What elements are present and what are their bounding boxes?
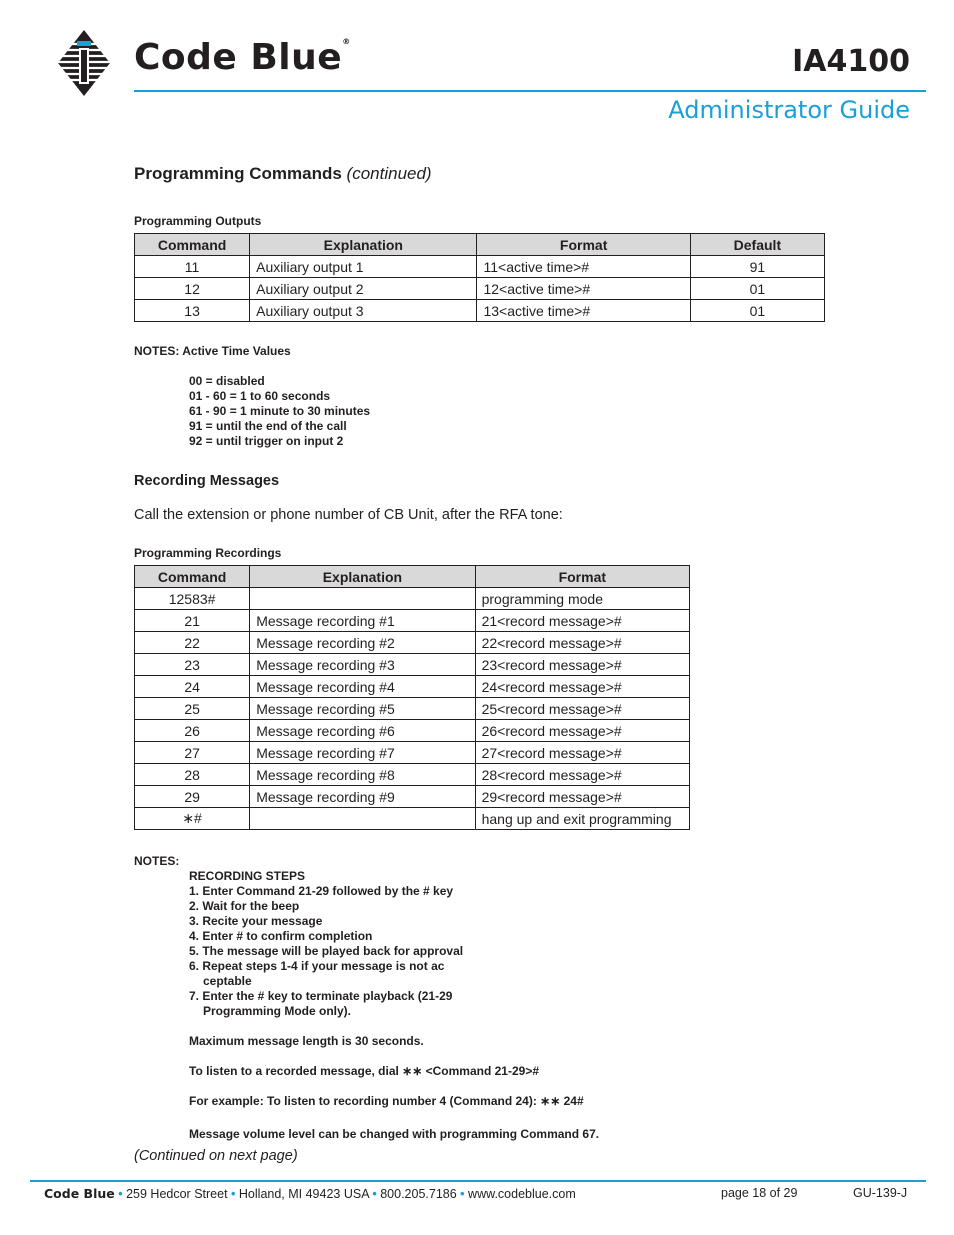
table-cell: 12<active time># [477,278,690,300]
recording-notes-title: NOTES: [134,854,180,868]
table-row [135,588,690,610]
table-cell: 26 [135,720,250,742]
footer-city: Holland, MI 49423 USA [238,1187,369,1201]
table-cell: 25 [135,698,250,720]
brand-name: Code Blue® [134,37,351,78]
recordings-table [134,565,690,830]
active-time-line: 01 - 60 = 1 to 60 seconds [189,389,331,403]
table-cell: 29<record message># [475,786,689,808]
table-row [135,764,690,786]
footer-website: www.codeblue.com [468,1187,576,1201]
table-cell: 26<record message># [475,720,689,742]
guide-title: Administrator Guide [668,96,910,124]
code-blue-logo-icon [56,28,136,98]
table-cell: 12583# [135,588,250,610]
section-title: Programming Commands (continued) [134,164,432,183]
table-cell: programming mode [475,588,689,610]
table-cell [250,588,475,610]
recording-notes [189,869,599,1142]
table-cell: 22<record message># [475,632,689,654]
table-cell: 24 [135,676,250,698]
active-time-line: 00 = disabled [189,374,265,388]
max-length-note: Maximum message length is 30 seconds. [189,1034,424,1048]
footer-phone: 800.205.7186 [380,1187,457,1201]
page-number: page 18 of 29 [721,1186,798,1200]
table-row [135,278,825,300]
table-row [135,632,690,654]
column-header: Default [690,234,824,256]
footer-contact: Code Blue • 259 Hedcor Street • Holland, MI 49423 USA • 800.205.7186 • www.codeblue.com [44,1186,576,1201]
product-title: IA4100 [792,44,910,79]
table-row [135,786,690,808]
table-cell: 11 [135,256,250,278]
table-cell: 21 [135,610,250,632]
recordings-header-row [135,566,690,588]
table-cell: 27 [135,742,250,764]
outputs-table [134,233,825,322]
recording-step: ceptable [203,974,252,988]
column-header: Command [135,234,250,256]
table-row [135,698,690,720]
table-cell: 13<active time># [477,300,690,322]
table-cell: Message recording #5 [250,698,475,720]
table-cell: 24<record message># [475,676,689,698]
outputs-caption: Programming Outputs [134,214,262,228]
recording-step: 6. Repeat steps 1-4 if your message is not ac [189,959,445,973]
table-cell: ∗# [135,808,250,830]
table-cell: 23<record message># [475,654,689,676]
table-cell: hang up and exit programming [475,808,689,830]
continued-note: (Continued on next page) [134,1148,298,1164]
footer-divider [30,1180,926,1182]
recording-step: 1. Enter Command 21-29 followed by the # key [189,884,454,898]
table-cell [250,808,475,830]
table-cell: 29 [135,786,250,808]
volume-note: Message volume level can be changed with programming Command 67. [189,1127,600,1141]
table-row [135,654,690,676]
recording-step: Programming Mode only). [203,1004,352,1018]
table-row [135,256,825,278]
listen-note: To listen to a recorded message, dial ∗∗ <Command 21-29># [189,1064,540,1078]
active-time-line: 61 - 90 = 1 minute to 30 minutes [189,404,371,418]
recordings-caption: Programming Recordings [134,546,282,560]
active-time-line: 91 = until the end of the call [189,419,347,433]
recording-steps [189,884,599,1019]
footer-address: 259 Hedcor Street [126,1187,228,1201]
table-cell: 13 [135,300,250,322]
table-cell: 11<active time># [477,256,690,278]
example-note: For example: To listen to recording number 4 (Command 24): ∗∗ 24# [189,1094,584,1108]
table-cell: Message recording #8 [250,764,475,786]
recording-heading: Recording Messages [134,473,280,489]
table-cell: Auxiliary output 2 [250,278,477,300]
table-cell: Message recording #7 [250,742,475,764]
active-time-line: 92 = until trigger on input 2 [189,434,344,448]
table-cell: 01 [690,300,824,322]
table-cell: 28 [135,764,250,786]
active-time-values [189,374,370,449]
table-row [135,300,825,322]
table-row [135,808,690,830]
table-cell: Auxiliary output 3 [250,300,477,322]
recording-step: 2. Wait for the beep [189,899,300,913]
table-cell: Message recording #3 [250,654,475,676]
table-cell: Message recording #6 [250,720,475,742]
table-cell: 12 [135,278,250,300]
table-cell: Message recording #4 [250,676,475,698]
column-header: Format [475,566,689,588]
table-row [135,676,690,698]
steps-title: RECORDING STEPS [189,869,306,883]
column-header: Explanation [250,234,477,256]
footer-brand: Code Blue [44,1186,115,1201]
table-cell: 23 [135,654,250,676]
table-row [135,742,690,764]
table-cell: 22 [135,632,250,654]
table-cell: 01 [690,278,824,300]
header-divider [134,90,926,92]
recording-intro: Call the extension or phone number of CB Unit, after the RFA tone: [134,507,563,523]
table-row [135,610,690,632]
table-cell: 25<record message># [475,698,689,720]
column-header: Command [135,566,250,588]
column-header: Format [477,234,690,256]
table-cell: Message recording #2 [250,632,475,654]
table-cell: 91 [690,256,824,278]
recording-step: 7. Enter the # key to terminate playback (21-29 [189,989,453,1003]
table-row [135,720,690,742]
table-cell: 28<record message># [475,764,689,786]
table-cell: Auxiliary output 1 [250,256,477,278]
recording-step: 3. Recite your message [189,914,323,928]
outputs-header-row [135,234,825,256]
table-cell: Message recording #1 [250,610,475,632]
table-cell: 21<record message># [475,610,689,632]
document-number: GU-139-J [853,1186,908,1200]
active-time-notes-title: NOTES: Active Time Values [134,344,291,358]
table-cell: 27<record message># [475,742,689,764]
table-cell: Message recording #9 [250,786,475,808]
column-header: Explanation [250,566,475,588]
recording-step: 4. Enter # to confirm completion [189,929,373,943]
recording-step: 5. The message will be played back for approval [189,944,464,958]
